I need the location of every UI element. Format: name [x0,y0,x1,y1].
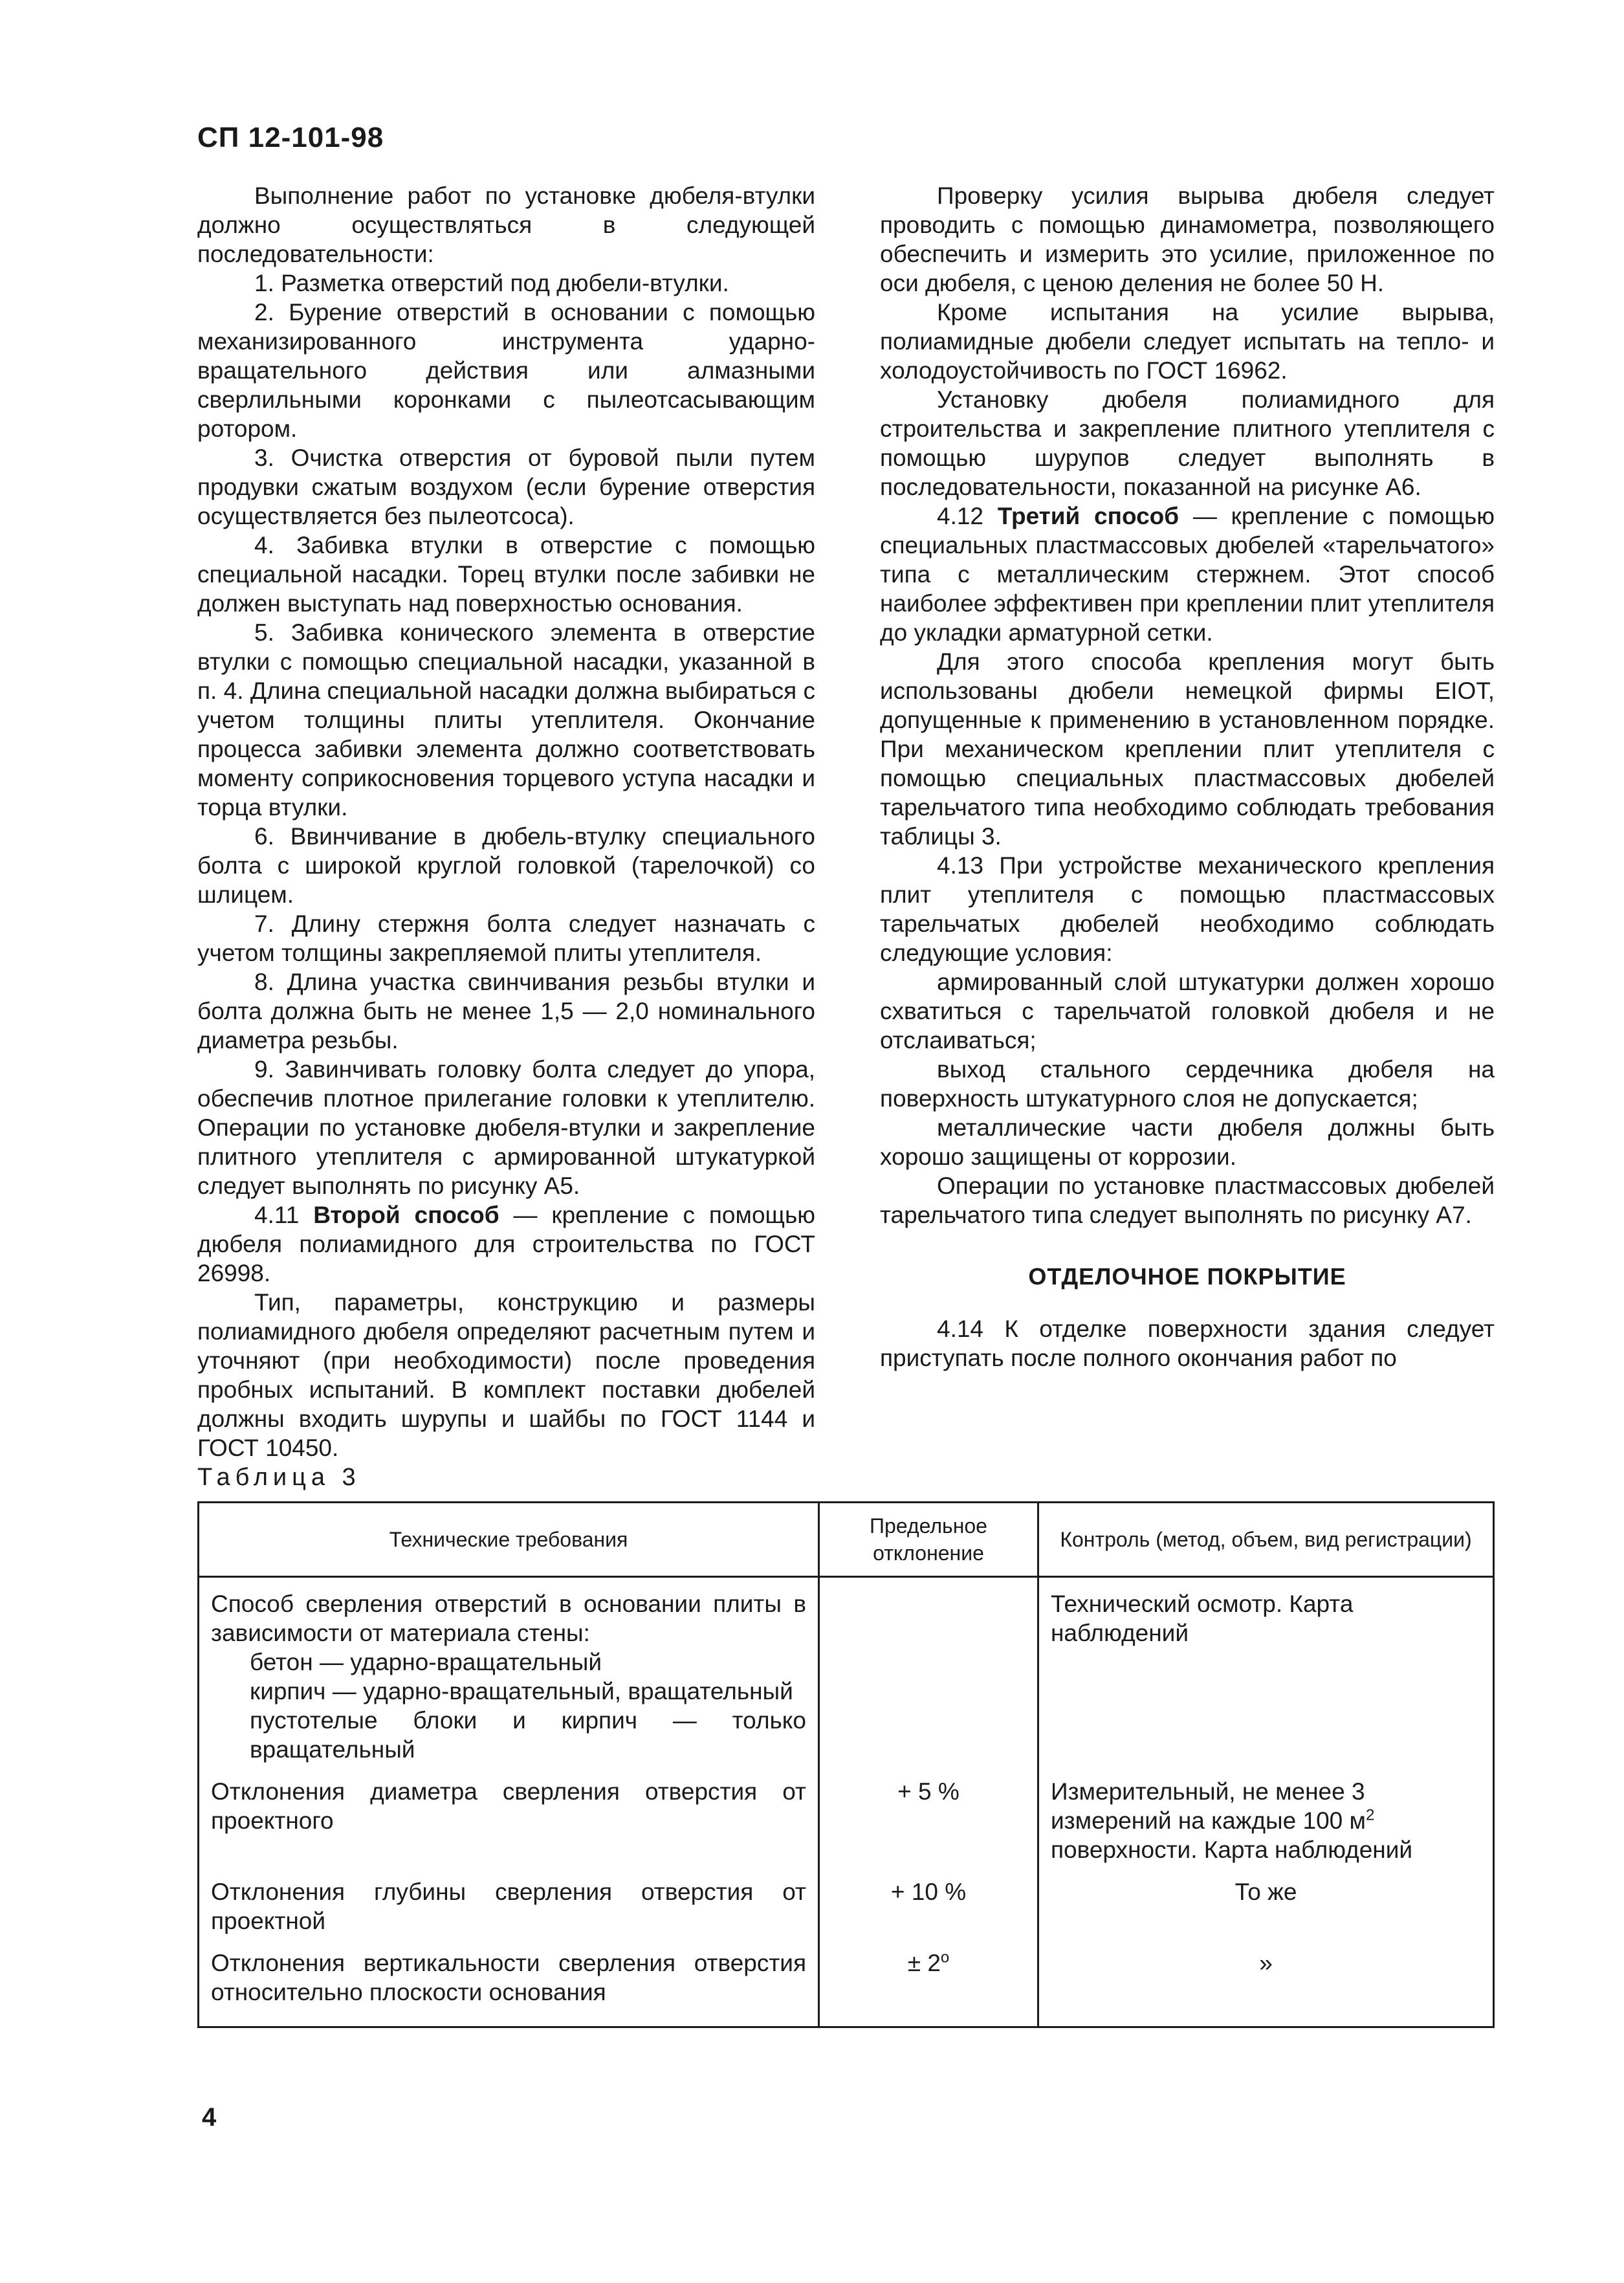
condition-item: выход стального сердечника дюбеля на поверхность штукатурного слоя не допускается; [880,1056,1495,1112]
list-item: 1. Разметка отверстий под дюбели-втулки. [254,270,729,296]
cell-text: поверхности. Карта наблюдений [1051,1836,1413,1863]
table-row [199,1873,1494,1945]
left-column [197,181,815,1462]
condition-item: металлические части дюбеля должны быть хорошо защищены от коррозии. [880,1114,1495,1170]
cell-subitem: кирпич — ударно-вращательный, вращательный [250,1678,793,1704]
clause-heading: Третий способ [997,503,1180,529]
list-item: 4. Забивка втулки в отверстие с помощью специальной насадки. Торец втулки после забивки не должен выступать над поверхностью основания. [197,532,815,617]
table-label: Таблица 3 [197,1464,361,1491]
table-cell [199,1577,819,1774]
document-code: СП 12-101-98 [197,122,384,153]
list-item: 9. Завинчивать головку болта следует до упора, обеспечив плотное прилегание головки к утеплителю. Операции по установке дюбеля-втулки и закрепление плитного утеплителя с армированной штукатуркой следует выполнять по рисунку А5. [197,1056,815,1199]
table-cell: Отклонения глубины сверления отверстия от проектной [199,1873,819,1945]
superscript: о [940,1948,950,1967]
clause-number: 4.12 [937,503,984,529]
clause-4-14: 4.14 К отделке поверхности здания следует приступать после полного окончания работ по [880,1316,1495,1371]
clause-4-12 [880,502,1495,647]
clause-text: — крепление с помощью дюбеля полиамидного для строительства по ГОСТ 26998. [197,1202,815,1286]
table-row [199,1773,1494,1873]
table-cell: Отклонения вертикальности сверления отверстия относительно плоскости основания [199,1945,819,2027]
cell-text: Измерительный, не менее 3 измерений на каждые 100 м [1051,1778,1366,1834]
table-cell: То же [1038,1873,1494,1945]
paragraph: Проверку усилия вырыва дюбеля следует проводить с помощью динамометра, позволяющего обеспечить и измерить это усилие, приложенное по оси дюбеля, с ценою деления не более 50 Н. [880,182,1495,296]
cell-text: Способ сверления отверстий в основании плиты в зависимости от материала стены: [211,1591,806,1646]
list-item: 3. Очистка отверстия от буровой пыли путем продувки сжатым воздухом (если бурение отверстия осуществляется без пылеотсоса). [197,445,815,529]
list-item: 8. Длина участка свинчивания резьбы втулки и болта должна быть не менее 1,5 — 2,0 номинального диаметра резьбы. [197,969,815,1053]
table-cell [819,1577,1038,1774]
paragraph: Выполнение работ по установке дюбеля-втулки должно осуществляться в следующей последовательности: [197,182,815,267]
superscript: 2 [1365,1806,1375,1824]
clause-heading: Второй способ [313,1202,499,1228]
condition-item: армированный слой штукатурки должен хорошо схватиться с тарельчатой головкой дюбеля и не отслаиваться; [880,969,1495,1053]
list-item: 6. Ввинчивание в дюбель-втулку специального болта с широкой круглой головкой (тарелочкой) со шлицем. [197,823,815,908]
paragraph: Тип, параметры, конструкцию и размеры полиамидного дюбеля определяют расчетным путем и уточняют (при необходимости) после проведения пробных испытаний. В комплект поставки дюбелей должны входить шурупы и шайбы по ГОСТ 1144 и ГОСТ 10450. [197,1289,815,1461]
paragraph: Операции по установке пластмассовых дюбелей тарельчатого типа следует выполнять по рисунку А7. [880,1173,1495,1228]
section-title: ОТДЕЛОЧНОЕ ПОКРЫТИЕ [1028,1263,1346,1290]
table-cell [819,1945,1038,2027]
list-item: 5. Забивка конического элемента в отверстие втулки с помощью специальной насадки, указанной в п. 4. Длина специальной насадки должна выбираться с учетом толщины плиты утеплителя. Окончание процесса забивки элемента должно соответствовать моменту соприкосновения торцевого уступа насадки и торца втулки. [197,619,815,821]
cell-text: ± 2 [907,1950,941,1976]
list-item: 7. Длину стержня болта следует назначать с учетом толщины закрепляемой плиты утеплителя. [197,910,815,966]
table-cell: Технический осмотр. Карта наблюдений [1038,1577,1494,1774]
column-header: Контроль (метод, объем, вид регистрации) [1038,1503,1494,1577]
clause-number: 4.11 [254,1202,300,1228]
requirements-table [197,1501,1495,2028]
cell-subitem: бетон — ударно-вращательный [250,1649,602,1675]
table-cell: Отклонения диаметра сверления отверстия от проектного [199,1773,819,1873]
table-header-row [199,1503,1494,1577]
table-cell: + 5 % [819,1773,1038,1873]
table-cell: » [1038,1945,1494,2027]
table-cell: + 10 % [819,1873,1038,1945]
table-row [199,1577,1494,1774]
clause-4-11 [197,1200,815,1288]
cell-subitem: пустотелые блоки и кирпич — только вращательный [250,1707,806,1763]
right-column [880,181,1495,1373]
list-item: 2. Бурение отверстий в основании с помощью механизированного инструмента ударно-вращательного действия или алмазными сверлильными коронками с пылеотсасывающим ротором. [197,299,815,442]
page-number: 4 [202,2103,217,2132]
clause-text: — крепление с помощью специальных пластмассовых дюбелей «тарельчатого» типа с металлическим стержнем. Этот способ наиболее эффективен при креплении плит утеплителя до укладки арматурной сетки. [880,503,1495,646]
table-row [199,1945,1494,2027]
column-header: Предельное отклонение [819,1503,1038,1577]
column-header: Технические требования [199,1503,819,1577]
clause-4-13: 4.13 При устройстве механического крепления плит утеплителя с помощью пластмассовых тарельчатых дюбелей необходимо соблюдать следующие условия: [880,852,1495,966]
paragraph: Установку дюбеля полиамидного для строительства и закрепление плитного утеплителя с помощью шурупов следует выполнять в последовательности, показанной на рисунке А6. [880,386,1495,500]
paragraph: Кроме испытания на усилие вырыва, полиамидные дюбели следует испытать на тепло- и холодоустойчивость по ГОСТ 16962. [880,299,1495,384]
table-cell [1038,1773,1494,1873]
paragraph: Для этого способа крепления могут быть использованы дюбели немецкой фирмы EIOT, допущенные к применению в установленном порядке. При механическом креплении плит утеплителя с помощью специальных пластмассовых дюбелей тарельчатого типа необходимо соблюдать требования таблицы 3. [880,648,1495,850]
